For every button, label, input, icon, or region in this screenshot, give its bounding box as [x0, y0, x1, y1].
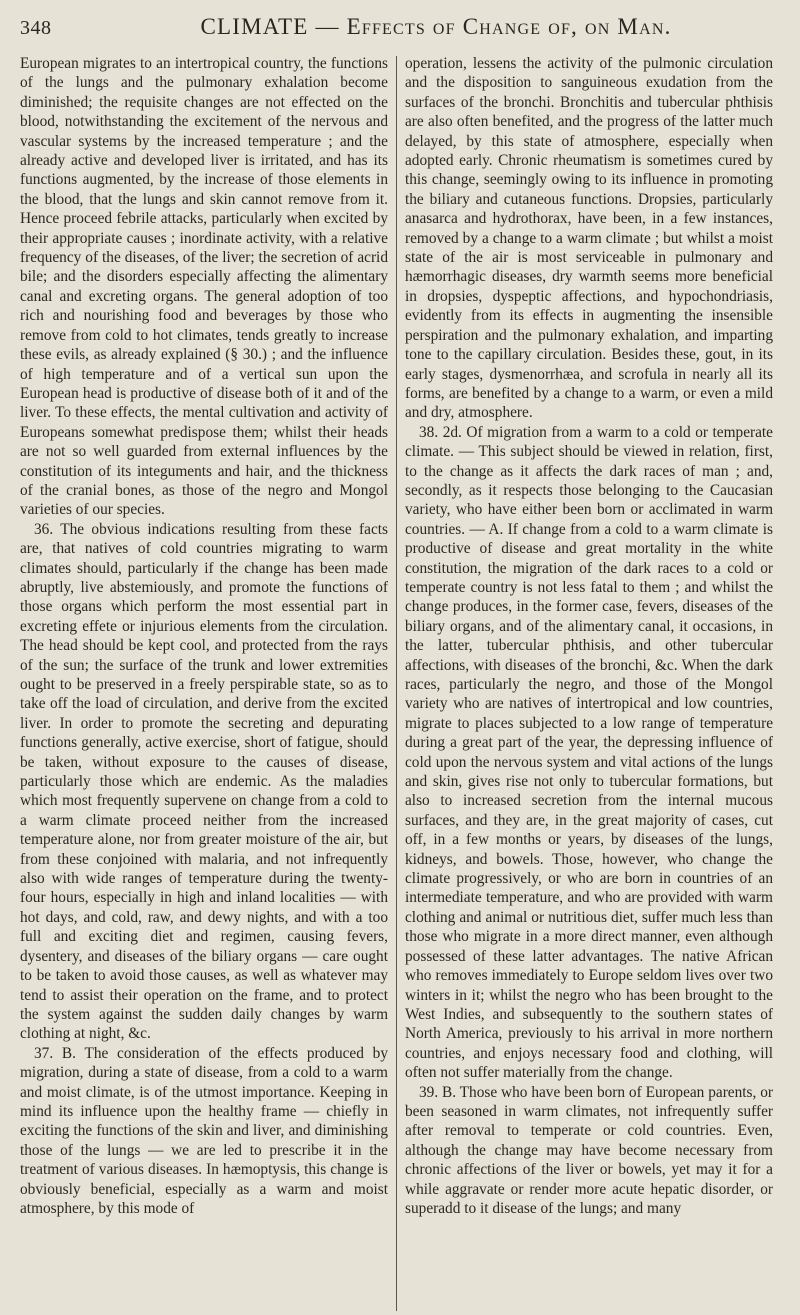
page-number: 348 — [20, 17, 52, 39]
running-head — [90, 14, 782, 40]
text-columns — [20, 54, 782, 1311]
running-head-main: CLIMATE — — [200, 14, 347, 39]
paragraph: 37. B. The consideration of the effects produced by migration, during a state of disease, from a cold to a warm and moist climate, is of the utmost importance. Keeping in mind its influence upon the healthy frame — chiefly in exciting the functions of the skin and liver, and diminishing those of the lungs — we are led to prescribe it in the treatment of various diseases. In hæmoptysis, this change is obviously beneficial, especially as a warm and moist atmosphere, by this mode of — [20, 1044, 388, 1217]
paragraph: 39. B. Those who have been born of European parents, or been seasoned in warm climates, not infrequently suffer after removal to temperate or cold countries. Even, although the change may have become necessary from chronic affections of the liver or bowels, yet may it for a while aggravate or render more acute hepatic disorder, or superadd to it disease of the lungs; and many — [405, 1083, 773, 1217]
paragraph: operation, lessens the activity of the pulmonic circulation and the disposition to sanguineous exudation from the surfaces of the bronchi. Bronchitis and tubercular phthisis are also often benefited, and the progress of the latter much delayed, by this state of atmosphere, especially when adopted early. Chronic rheumatism is sometimes cured by this change, seemingly owing to its influence in promoting the biliary and cutaneous functions. Dropsies, particularly anasarca and hydrothorax, have been, in a few instances, removed by a change to a warm climate ; but whilst a moist state of the air is most serviceable in pulmonary and hæmorrhagic diseases, dry warmth seems more beneficial in dropsies, dyspeptic affections, and hypochondriasis, evidently from its effects in augmenting the insensible perspiration and the pulmonary exhalation, and imparting tone to the capillary circulation. Besides these, gout, in its early stages, dysmenorrhæa, and scrofula in nearly all its forms, are benefited by a change to a warm, or even a mild and dry, atmosphere. — [405, 55, 773, 422]
right-column — [397, 54, 773, 1311]
page-header — [20, 14, 782, 54]
paragraph: 38. 2d. Of migration from a warm to a cold or temperate climate. — This subject should be viewed in relation, first, to the change as it affects the dark races of man ; and, secondly, as it respects those belonging to the Caucasian variety, who have either been born or acclimated in warm countries. — A. If change from a cold to a warm climate is productive of disease and great mortality in the white constitution, the migration of the dark races to a cold or temperate country is not less fatal to them ; and whilst the change produces, in the former case, fevers, diseases of the biliary organs, and of the alimentary canal, it occasions, in the latter, tubercular phthisis, and other tubercular affections, with diseases of the bronchi, &c. When the dark races, particularly the negro, and those of the Mongol variety who are natives of intertropical and low countries, migrate to places subjected to a low range of temperature during a great part of the year, the depressing influence of cold upon the nervous system and vital actions of the lungs and skin, gives rise not only to tubercular formations, but also to increased secretion from the internal mucous surfaces, and they are, in the great majority of cases, cut off, in a few months or years, by diseases of the lungs, kidneys, and bowels. Those, however, who change the climate progressively, or who are born in countries of an intermediate temperature, and who are provided with warm clothing and animal or nutritious diet, suffer much less than those who migrate in a more direct manner, even although possessed of these latter advantages. The native African who removes immediately to Europe seldom lives over two winters in it; whilst the negro who has been brought to the West Indies, and subsequently to the southern states of North America, previously to his arrival in more northern countries, and enjoys necessary food and clothing, will often not suffer materially from the change. — [405, 423, 773, 1082]
paragraph: European migrates to an intertropical country, the functions of the lungs and the pulmonary exhalation become diminished; the requisite changes are not effected on the blood, notwithstanding the excitement of the nervous and vascular systems by the increased temperature ; and the already active and developed liver is irritated, and has its functions augmented, by the increase of those elements in the blood, that the lungs and skin cannot remove from it. Hence proceed febrile attacks, particularly when excited by their appropriate causes ; inordinate activity, with a relative frequency of the diseases, of the liver; the secretion of acrid bile; and the disorders especially affecting the alimentary canal and excreting organs. The general adoption of too rich and nourishing food and beverages by those who remove from cold to hot climates, tends greatly to increase these evils, as already explained (§ 30.) ; and the influence of high temperature and of a vertical sun upon the European head is productive of disease both of it and of the liver. To these effects, the mental cultivation and activity of Europeans somewhat predispose them; whilst their heads are not so well guarded from external influences by the constitution of its integuments and hair, and the thickness of the cranial bones, as those of the negro and Mongol varieties of our species. — [20, 55, 388, 519]
paragraph: 36. The obvious indications resulting from these facts are, that natives of cold countries migrating to warm climates should, particularly if the change has been made abruptly, live abstemiously, and promote the functions of those organs which perform the most essential part in excreting effete or injurious elements from the circulation. The head should be kept cool, and protected from the rays of the sun; the surface of the trunk and lower extremities ought to be preserved in a freely perspirable state, so as to take off the load of circulation, and derive from the excited liver. In order to promote the secreting and depurating functions generally, active exercise, short of fatigue, should be taken, without exposure to the causes of disease, particularly those which are endemic. As the maladies which most frequently supervene on change from a cold to a warm climate proceed neither from the increased temperature alone, nor from greater moisture of the air, but from these conjoined with malaria, and not infrequently also with wide ranges of temperature during the twenty-four hours, especially in high and inland localities — with hot days, and cold, raw, and dewy nights, and with a too full and exciting diet and regimen, causing fevers, dysentery, and diseases of the biliary organs — care ought to be taken to avoid those causes, as well as whatever may tend to assist their operation on the frame, and to protect the system against the sudden daily changes by warm clothing at night, &c. — [20, 520, 388, 1043]
left-column — [20, 54, 396, 1311]
running-head-subtitle: Effects of Change of, on Man. — [346, 14, 672, 39]
